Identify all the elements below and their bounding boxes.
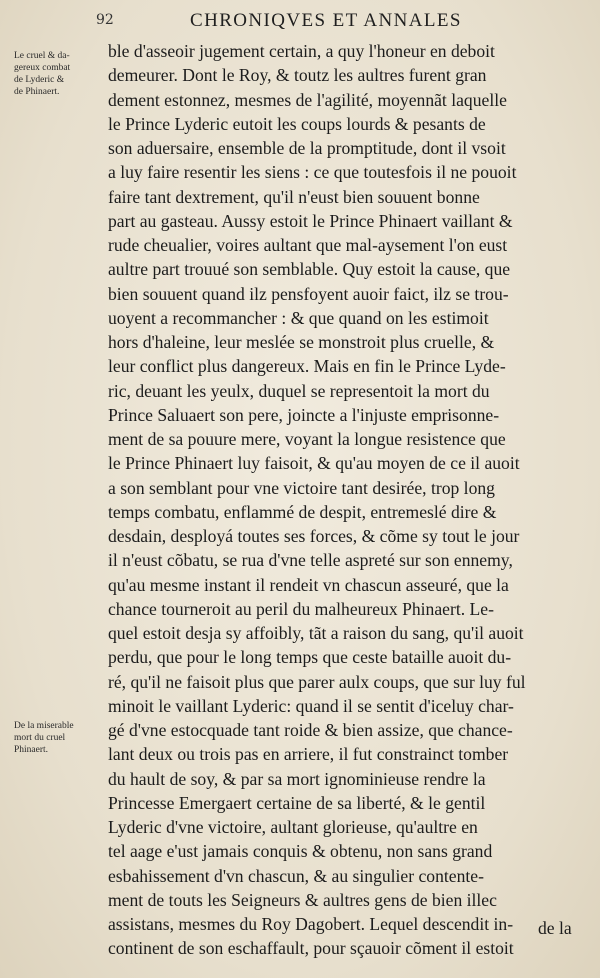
text-line: lant deux ou trois pas en arriere, il fut constrainct tomber	[108, 744, 509, 765]
body-text	[108, 39, 578, 961]
text-line: du hault de soy, & par sa mort ignominieuse rendre la	[108, 768, 486, 789]
text-line: hors d'haleine, leur meslée se monstroit plus cruelle, &	[108, 332, 495, 352]
margin-note-line: Le cruel & da-	[14, 51, 70, 61]
catchword: de la	[538, 918, 572, 938]
text-line: temps combatu, enflammé de despit, entremeslé dire &	[108, 501, 497, 522]
margin-note-line: De la miserable	[14, 721, 74, 731]
text-line: il n'eust cõbatu, se rua d'vne telle aspreté sur son ennemy,	[108, 550, 513, 571]
margin-note-line: de Phinaert.	[14, 87, 60, 97]
text-line: ré, qu'il ne faisoit plus que parer aulx coups, que sur luy ful	[108, 671, 526, 692]
text-line: quel estoit desja sy affoibly, tãt a raison du sang, qu'il auoit	[108, 623, 524, 643]
text-line: faire tant dextrement, qu'il n'eust bien souuent bonne	[108, 186, 480, 207]
text-line: rude cheualier, voires aultant que mal-aysement l'on eust	[108, 235, 508, 255]
text-line: ric, deuant les yeulx, duquel se representoit la mort du	[108, 380, 490, 401]
text-line: le Prince Phinaert luy faisoit, & qu'au moyen de ce il auoit	[108, 453, 520, 474]
text-line: a son semblant pour vne victoire tant desirée, trop long	[108, 477, 495, 498]
text-line: demeurer. Dont le Roy, & toutz les aultres furent gran	[108, 65, 487, 86]
text-line: leur conflict plus dangereux. Mais en fin le Prince Lyde-	[108, 356, 506, 377]
running-head: CHRONIQVES ET ANNALES	[190, 10, 462, 31]
page-number: 92	[96, 12, 114, 28]
text-line: continent de son eschaffault, pour sçauoir cõment il estoit	[108, 938, 514, 959]
text-line: Prince Saluaert son pere, joincte a l'injuste emprisonne-	[108, 404, 500, 425]
margin-note-line: de Lyderic &	[14, 75, 65, 85]
text-line: desdain, desployá toutes ses forces, & cõme sy tout le jour	[108, 526, 520, 546]
text-line: ment de touts les Seigneurs & aultres gens de bien illec	[108, 889, 497, 910]
text-line: dement estonnez, mesmes de l'agilité, moyennãt laquelle	[108, 89, 507, 110]
margin-note-line: mort du cruel	[14, 733, 66, 743]
text-line: chance tourneroit au peril du malheureux Phinaert. Le-	[108, 598, 494, 619]
text-line: a luy faire resentir les siens : ce que toutesfois il ne pouoit	[108, 162, 517, 183]
margin-note-line: Phinaert.	[14, 745, 49, 755]
text-line: aultre part trouué son semblable. Quy estoit la cause, que	[108, 259, 511, 280]
text-line: le Prince Lyderic eutoit les coups lourds & pesants de	[108, 113, 486, 134]
text-line: tel aage e'ust jamais conquis & obtenu, non sans grand	[108, 841, 493, 862]
text-line: Princesse Emergaert certaine de sa liberté, & le gentil	[108, 792, 486, 813]
text-line: assistans, mesmes du Roy Dagobert. Lequel descendit in-	[108, 914, 514, 934]
margin-note-death	[14, 720, 110, 756]
text-line: ble d'asseoir jugement certain, a quy l'honeur en deboit	[108, 41, 495, 61]
text-line: part au gasteau. Aussy estoit le Prince Phinaert vaillant &	[108, 210, 513, 231]
text-line: Lyderic d'vne victoire, aultant glorieuse, qu'aultre en	[108, 817, 478, 837]
text-line: perdu, que pour le long temps que ceste bataille auoit du-	[108, 647, 512, 668]
text-line: bien souuent quand ilz pensfoyent auoir faict, ilz se trou-	[108, 283, 509, 304]
margin-note-line: gereux combat	[14, 63, 71, 73]
margin-note-combat	[14, 50, 110, 98]
text-line: gé d'vne estocquade tant roide & bien assize, que chance-	[108, 720, 513, 740]
text-line: uoyent a recommancher : & que quand on les estimoit	[108, 307, 489, 328]
text-line: son aduersaire, ensemble de la promptitude, dont il vsoit	[108, 138, 506, 158]
text-line: ment de sa pouure mere, voyant la longue resistence que	[108, 429, 506, 449]
text-line: qu'au mesme instant il rendeit vn chascun asseuré, que la	[108, 574, 509, 595]
text-line: minoit le vaillant Lyderic: quand il se sentit d'iceluy char-	[108, 695, 514, 716]
text-line: esbahissement d'vn chascun, & au singulier contente-	[108, 865, 484, 886]
